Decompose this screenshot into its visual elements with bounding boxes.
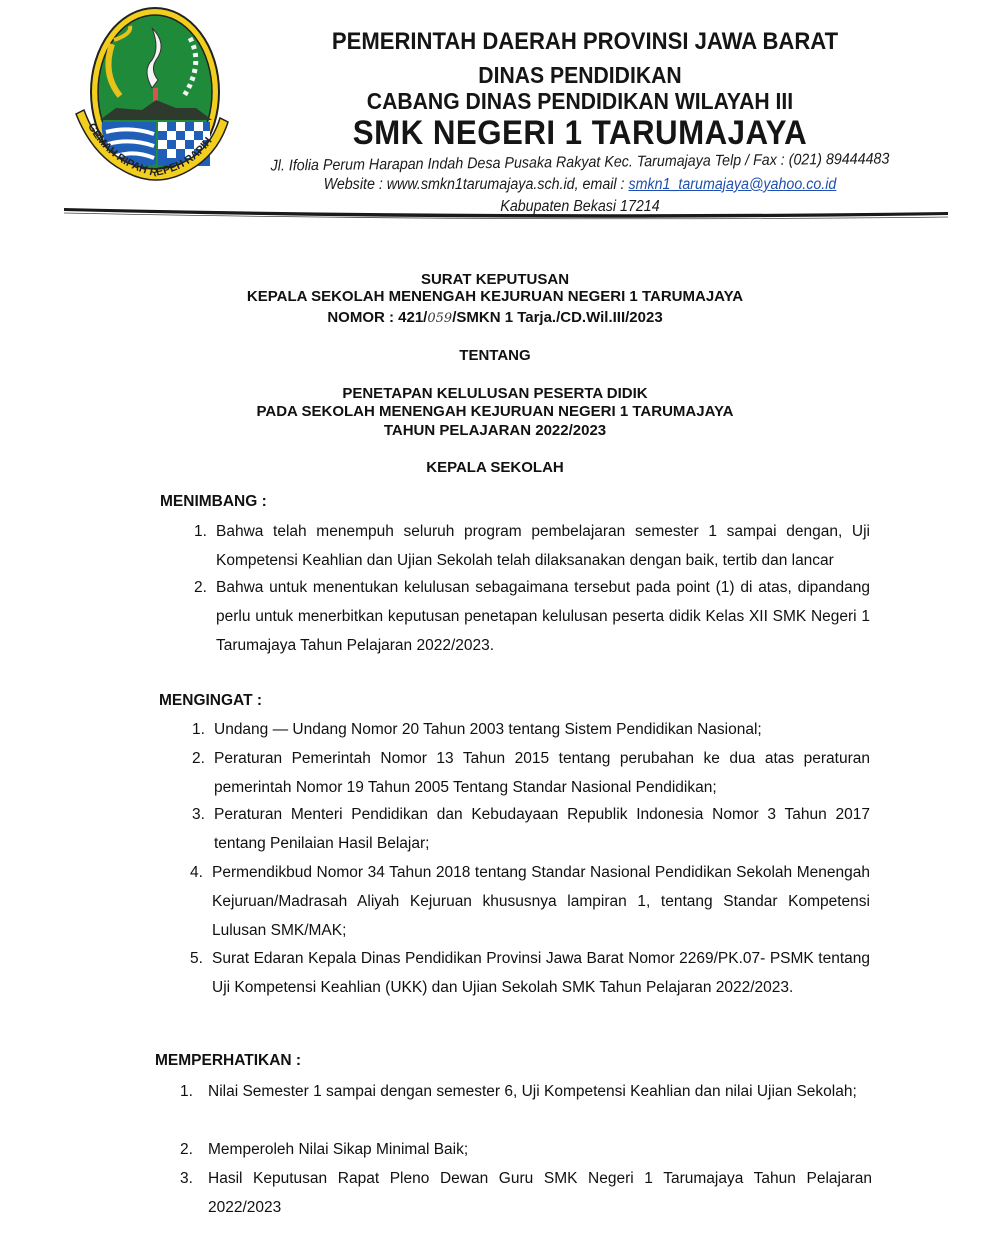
- email-link[interactable]: smkn1_tarumajaya@yahoo.co.id: [628, 176, 837, 193]
- letterhead-contact: [230, 176, 929, 194]
- website-text: Website : www.smkn1tarumajaya.sch.id, email :: [323, 176, 629, 193]
- decree-number: NOMOR : 421/059/SMKN 1 Tarja./CD.Wil.III/2023: [327, 309, 663, 326]
- mengingat-item-3: 3. Peraturan Menteri Pendidikan dan Kebudayaan Republik Indonesia Nomor 3 Tahun 2017 tentang Penilaian Hasil Belajar;: [192, 806, 870, 852]
- decree-signer-title: KEPALA SEKOLAH: [426, 459, 564, 476]
- menimbang-item-2: 2. Bahwa untuk menentukan kelulusan sebagaimana tersebut pada point (1) di atas, dipandang perlu untuk menerbitkan keputusan penetapan kelulusan peserta didik Kelas XII SMK Negeri 1 Tarumajaya Tahun Pelajaran 2022/2023.: [194, 579, 870, 654]
- letterhead-city: Kabupaten Bekasi 17214: [500, 198, 660, 215]
- handwritten-number: 059: [427, 311, 453, 326]
- decree-subject-3: TAHUN PELAJARAN 2022/2023: [383, 422, 607, 439]
- letterhead-address: Jl. Ifolia Perum Harapan Indah Desa Pusaka Rakyat Kec. Tarumajaya Telp / Fax : (021) 89444483: [270, 150, 890, 175]
- mengingat-item-1: 1. Undang — Undang Nomor 20 Tahun 2003 tentang Sistem Pendidikan Nasional;: [192, 721, 762, 738]
- memperhatikan-item-3: 3. Hasil Keputusan Rapat Pleno Dewan Guru SMK Negeri 1 Tarumajaya Tahun Pelajaran 2022/2023: [180, 1170, 872, 1216]
- letterhead-agency: DINAS PENDIDIKAN: [478, 62, 682, 88]
- section-mengingat-label: MENGINGAT :: [159, 692, 263, 709]
- decree-type: SURAT KEPUTUSAN: [420, 271, 570, 288]
- section-menimbang-label: MENIMBANG :: [160, 493, 267, 510]
- mengingat-item-2: 2. Peraturan Pemerintah Nomor 13 Tahun 2015 tentang perubahan ke dua atas peraturan pemerintah Nomor 19 Tahun 2005 Tentang Standar Nasional Pendidikan;: [192, 750, 870, 796]
- mengingat-item-5: 5. Surat Edaran Kepala Dinas Pendidikan Provinsi Jawa Barat Nomor 2269/PK.07- PSMK tentang Uji Kompetensi Keahlian (UKK) dan Ujian Sekolah SMK Tahun Pelajaran 2022/2023.: [190, 950, 870, 996]
- decree-issuer: KEPALA SEKOLAH MENENGAH KEJURUAN NEGERI 1 TARUMAJAYA: [246, 288, 744, 305]
- logo-motto: GEMAH RIPAH REPEH RAPIH: [85, 121, 215, 180]
- memperhatikan-item-1: 1. Nilai Semester 1 sampai dengan semester 6, Uji Kompetensi Keahlian dan nilai Ujian Sekolah;: [180, 1083, 857, 1100]
- decree-subject-2: PADA SEKOLAH MENENGAH KEJURUAN NEGERI 1 TARUMAJAYA: [256, 403, 734, 420]
- letterhead-divider: [64, 204, 948, 220]
- decree-about: TENTANG: [459, 347, 531, 364]
- section-memperhatikan-label: MEMPERHATIKAN :: [155, 1052, 302, 1069]
- mengingat-item-4: 4. Permendikbud Nomor 34 Tahun 2018 tentang Standar Nasional Pendidikan Sekolah Menengah Kejuruan/Madrasah Aliyah Kejuruan khususnya lampiran 1, tentang Standar Kompetensi Lulusan SMK/MAK;: [190, 864, 870, 939]
- letterhead-school-name: SMK NEGERI 1 TARUMAJAYA: [352, 114, 808, 152]
- letterhead-branch: CABANG DINAS PENDIDIKAN WILAYAH III: [366, 88, 794, 114]
- decree-subject-1: PENETAPAN KELULUSAN PESERTA DIDIK: [342, 385, 648, 402]
- letterhead-government: PEMERINTAH DAERAH PROVINSI JAWA BARAT: [331, 28, 839, 55]
- west-java-emblem-logo: [72, 4, 232, 190]
- menimbang-item-1: 1. Bahwa telah menempuh seluruh program pembelajaran semester 1 sampai dengan, Uji Kompetensi Keahlian dan Ujian Sekolah telah dilaksanakan dengan baik, tertib dan lancar: [194, 523, 870, 569]
- memperhatikan-item-2: 2. Memperoleh Nilai Sikap Minimal Baik;: [180, 1141, 469, 1158]
